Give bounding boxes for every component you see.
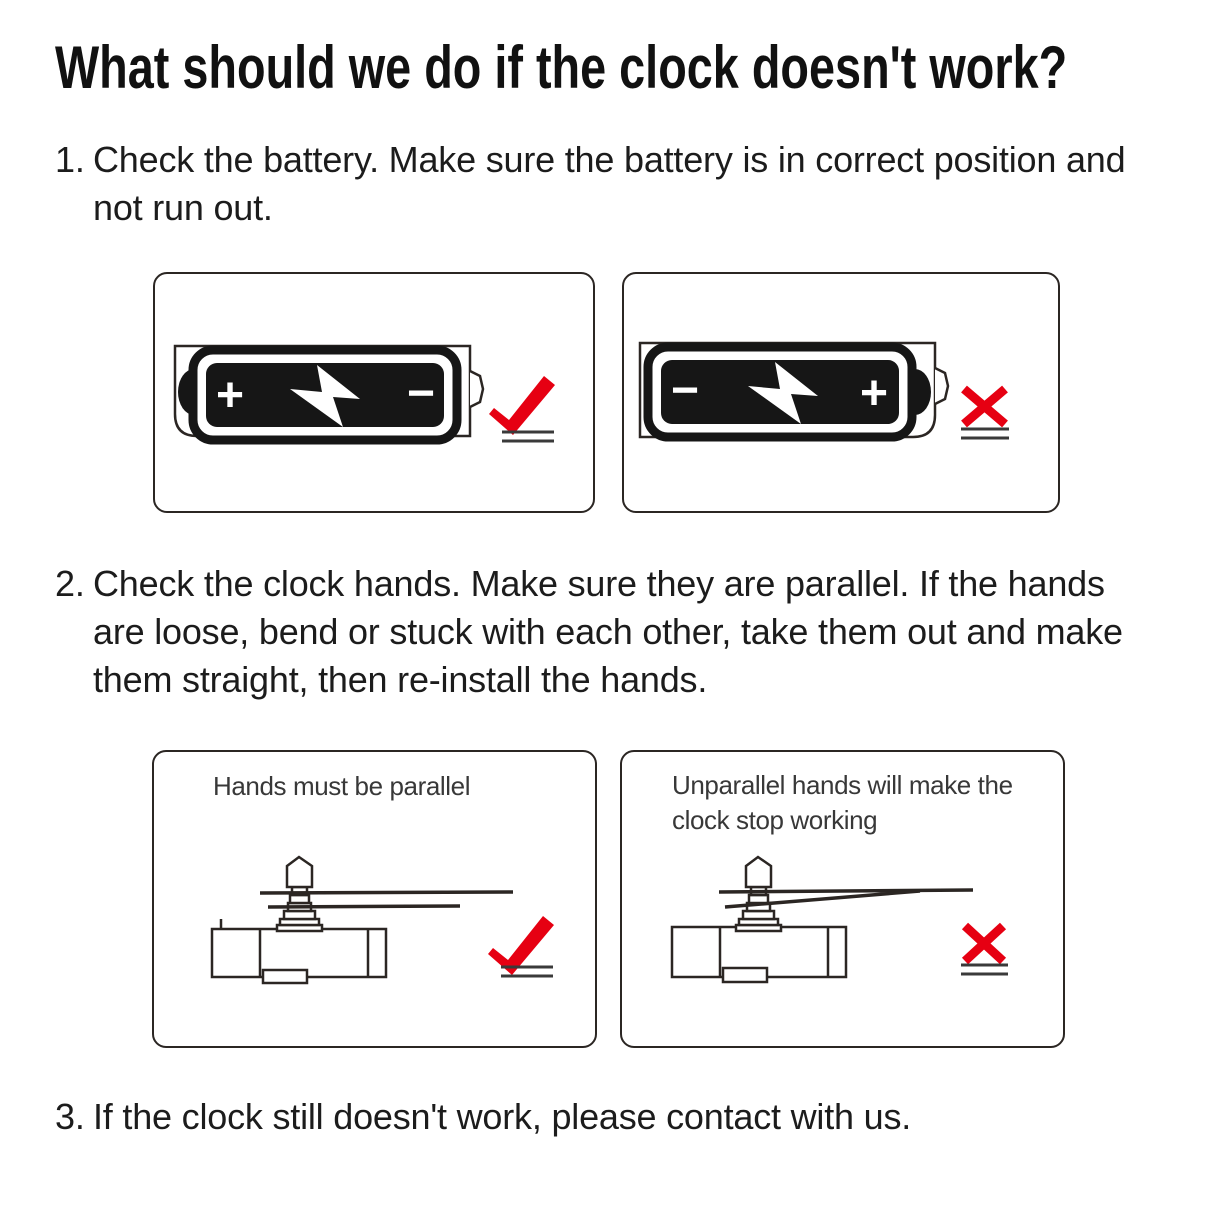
shaft-cap [287,857,312,887]
page-title: What should we do if the clock doesn't work? [55,34,1068,101]
cross-icon [961,926,1008,974]
cross-icon [961,389,1009,438]
step-3 [55,1093,1165,1141]
battery [648,347,912,437]
battery-correct-diagram [153,272,595,513]
figure-hands-parallel [152,750,597,1048]
checkmark-icon [489,376,555,441]
figure-caption: Hands must be parallel [213,771,471,801]
clock-hand-minute [268,906,460,907]
clock-hand-hour [260,892,513,893]
battery-terminal-right: − [406,366,435,420]
step-2 [55,560,1165,704]
figure-battery-correct [153,272,595,513]
battery [193,350,457,440]
battery-terminal-right: + [859,366,888,420]
step-number: 3. [55,1096,85,1137]
battery-terminal-left: + [215,368,244,422]
clock-movement [212,857,513,983]
figure-battery-wrong [622,272,1060,513]
figure-caption: Unparallel hands will make the clock stop working [672,770,1013,835]
step-text: If the clock still doesn't work, please contact with us. [93,1096,912,1137]
step-text: Check the battery. Make sure the battery is in correct position and not run out. [93,139,1126,228]
battery-wrong-diagram [622,272,1060,513]
step-number: 2. [55,563,85,604]
battery-terminal-left: − [670,363,699,417]
checkmark-icon [488,916,554,976]
step-number: 1. [55,139,85,180]
shaft-cap [746,857,771,887]
movement-unparallel-diagram [620,750,1065,1048]
movement-parallel-diagram [152,750,597,1048]
clock-movement [672,857,973,982]
clock-hand-hour [719,890,973,892]
step-text: Check the clock hands. Make sure they are parallel. If the hands are loose, bend or stuck with each other, take them out and make them straight, then re-install the hands. [93,563,1123,700]
figure-hands-unparallel [620,750,1065,1048]
step-1 [55,136,1165,232]
